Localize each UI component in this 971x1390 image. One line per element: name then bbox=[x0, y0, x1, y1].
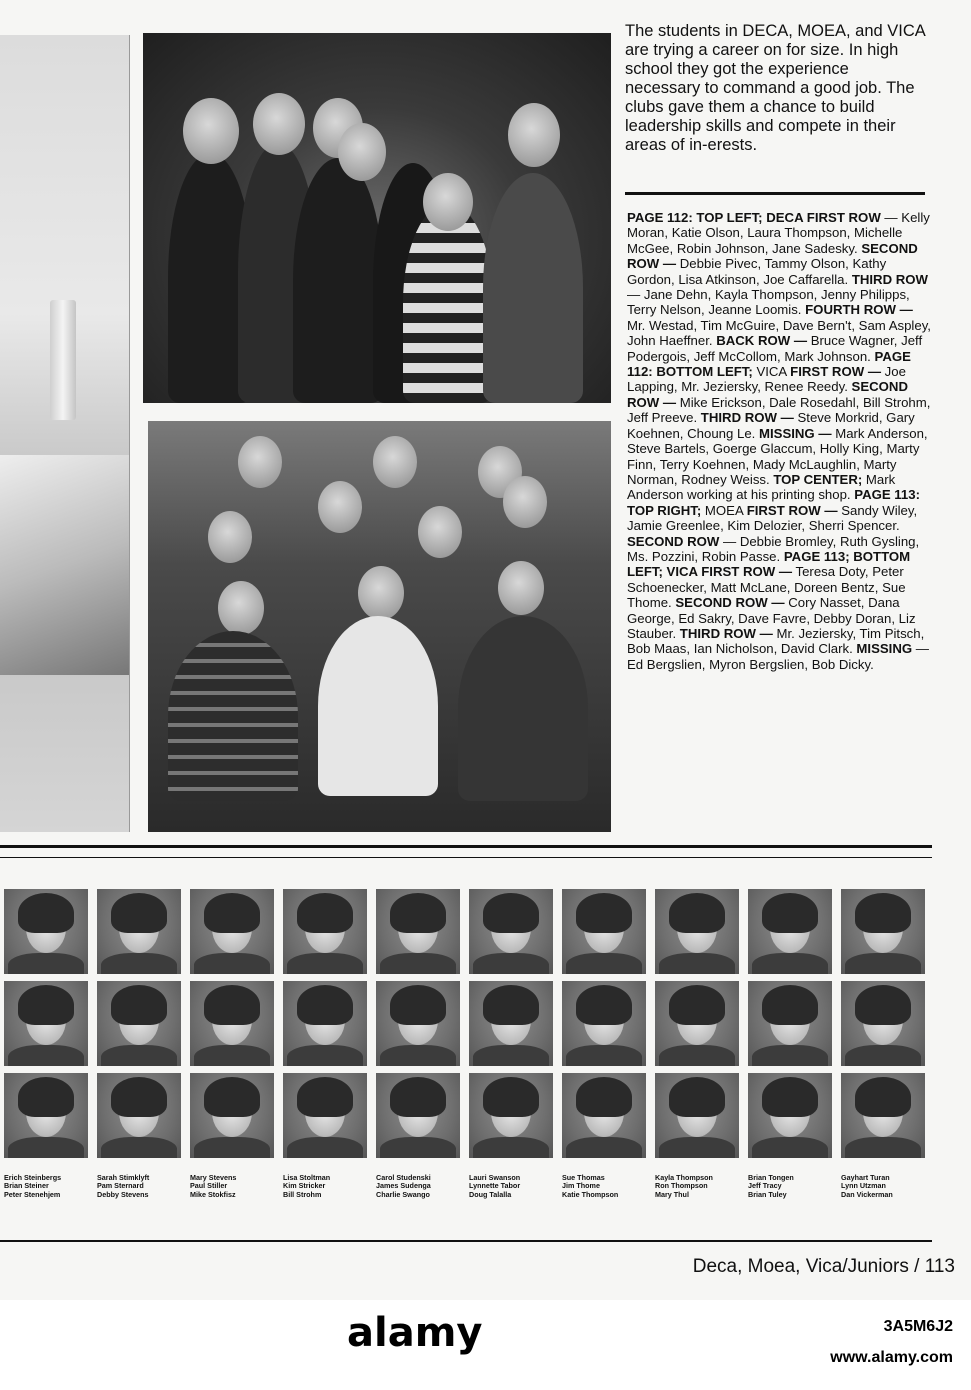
credits-heading: SECOND ROW — bbox=[627, 240, 918, 272]
photo-figure bbox=[403, 203, 493, 403]
student-name: Sue Thomas bbox=[562, 1173, 605, 1182]
name-column bbox=[283, 1174, 367, 1199]
student-name: Lauri Swanson bbox=[469, 1173, 521, 1182]
portrait-row bbox=[4, 1073, 934, 1158]
student-name: Carol Studenski bbox=[376, 1173, 431, 1182]
photo-figure bbox=[508, 103, 560, 167]
student-portrait bbox=[190, 1073, 274, 1158]
student-name: Debby Stevens bbox=[97, 1189, 149, 1199]
credits-text: — Kelly Moran, Katie Olson, Laura Thompson, Michelle McGee, Robin Johnson, Jane Sadesky. bbox=[627, 210, 930, 256]
credits-heading: MISSING bbox=[856, 641, 913, 657]
student-portrait bbox=[655, 981, 739, 1066]
credits-text: MOEA bbox=[701, 502, 747, 518]
portrait-shirt bbox=[101, 953, 177, 974]
portrait-hair bbox=[669, 985, 725, 1025]
credits-heading: BACK ROW — bbox=[716, 333, 808, 349]
portrait-shirt bbox=[194, 1137, 270, 1158]
student-portrait bbox=[376, 1073, 460, 1158]
credits-text: Sandy Wiley, Jamie Greenlee, Kim Delozier, Sherri Spencer. bbox=[627, 502, 918, 534]
portrait-shirt bbox=[566, 1137, 642, 1158]
student-portrait bbox=[4, 1073, 88, 1158]
student-name: Gayhart Turan bbox=[841, 1173, 890, 1182]
student-name: Brian Steiner bbox=[4, 1181, 49, 1191]
portrait-hair bbox=[18, 985, 74, 1025]
divider-rule bbox=[0, 857, 932, 858]
student-portrait bbox=[469, 1073, 553, 1158]
credits-heading: THIRD ROW — bbox=[679, 625, 773, 641]
name-column bbox=[655, 1174, 739, 1199]
photo-figure bbox=[208, 511, 252, 563]
portrait-shirt bbox=[101, 1045, 177, 1066]
portrait-shirt bbox=[845, 953, 921, 974]
portrait-hair bbox=[204, 985, 260, 1025]
portrait-shirt bbox=[194, 1045, 270, 1066]
name-column bbox=[4, 1174, 88, 1199]
credits-heading: PAGE 112: TOP LEFT; DECA FIRST ROW bbox=[627, 210, 881, 225]
portrait-hair bbox=[297, 893, 353, 933]
portrait-shirt bbox=[194, 953, 270, 974]
photo-detail bbox=[50, 300, 76, 420]
student-portrait bbox=[97, 889, 181, 974]
portrait-shirt bbox=[287, 953, 363, 974]
credits-heading: FOURTH ROW — bbox=[805, 302, 913, 318]
student-portrait bbox=[841, 1073, 925, 1158]
watermark-logo: alamy bbox=[347, 1310, 483, 1356]
student-name: Mary Thul bbox=[655, 1189, 689, 1199]
portrait-hair bbox=[111, 893, 167, 933]
student-portrait bbox=[469, 889, 553, 974]
divider-rule bbox=[625, 192, 925, 195]
name-column bbox=[190, 1174, 274, 1199]
credits-text: Mr. Jeziersky, Tim Pitsch, Bob Maas, Ian Nicholson, David Clark. bbox=[627, 625, 925, 657]
portrait-hair bbox=[762, 1077, 818, 1117]
portrait-hair bbox=[855, 985, 911, 1025]
name-column bbox=[562, 1174, 646, 1199]
student-name: Dan Vickerman bbox=[841, 1189, 893, 1199]
photo-figure bbox=[458, 616, 588, 801]
student-portrait bbox=[562, 1073, 646, 1158]
student-name: Erich Steinbergs bbox=[4, 1173, 62, 1182]
photo-figure bbox=[418, 506, 462, 558]
student-name: Mary Stevens bbox=[190, 1173, 237, 1182]
student-name: Jeff Tracy bbox=[748, 1181, 782, 1191]
student-name: James Sudenga bbox=[376, 1181, 431, 1191]
portrait-hair bbox=[390, 893, 446, 933]
photo-credits bbox=[627, 210, 933, 672]
watermark-url: www.alamy.com bbox=[830, 1349, 953, 1366]
divider-rule bbox=[0, 1240, 932, 1242]
portrait-shirt bbox=[101, 1137, 177, 1158]
name-column bbox=[376, 1174, 460, 1199]
student-name: Lisa Stoltman bbox=[283, 1173, 331, 1182]
photo-figure bbox=[483, 173, 583, 403]
student-portrait bbox=[562, 981, 646, 1066]
portrait-shirt bbox=[473, 953, 549, 974]
vica-group-photo bbox=[148, 421, 611, 832]
student-portrait bbox=[748, 1073, 832, 1158]
credits-heading: FIRST ROW — bbox=[746, 502, 838, 518]
credits-text: Steve Morkrid, Gary Koehnen, Choung Le. bbox=[627, 410, 915, 441]
portrait-hair bbox=[483, 893, 539, 933]
credits-heading: FIRST ROW — bbox=[790, 364, 882, 380]
portrait-hair bbox=[576, 893, 632, 933]
portrait-hair bbox=[390, 985, 446, 1025]
student-portrait bbox=[97, 1073, 181, 1158]
student-name: Charlie Swango bbox=[376, 1189, 430, 1199]
student-name: Doug Talalla bbox=[469, 1189, 512, 1199]
portrait-row bbox=[4, 981, 934, 1066]
credits-heading: SECOND ROW bbox=[627, 533, 720, 549]
student-portrait bbox=[376, 981, 460, 1066]
credits-heading: THIRD ROW — bbox=[700, 410, 794, 426]
portrait-hair bbox=[297, 1077, 353, 1117]
student-portrait bbox=[97, 981, 181, 1066]
student-name: Bill Strohm bbox=[283, 1189, 322, 1199]
portrait-hair bbox=[855, 893, 911, 933]
portrait-shirt bbox=[287, 1137, 363, 1158]
photo-figure bbox=[373, 436, 417, 488]
portrait-hair bbox=[762, 893, 818, 933]
portrait-hair bbox=[855, 1077, 911, 1117]
portrait-hair bbox=[204, 1077, 260, 1117]
credits-text: — Debbie Bromley, Ruth Gysling, Ms. Pozzini, Robin Passe. bbox=[627, 533, 920, 564]
portrait-names bbox=[4, 1174, 934, 1199]
student-name: Lynn Utzman bbox=[841, 1181, 886, 1191]
student-portrait bbox=[841, 889, 925, 974]
student-portrait bbox=[469, 981, 553, 1066]
student-portrait bbox=[748, 889, 832, 974]
student-name: Lynnette Tabor bbox=[469, 1181, 521, 1191]
photo-figure bbox=[293, 158, 383, 403]
portrait-shirt bbox=[845, 1137, 921, 1158]
previous-page-photo-edge bbox=[0, 35, 130, 832]
name-column bbox=[469, 1174, 553, 1199]
portrait-shirt bbox=[380, 1137, 456, 1158]
photo-figure bbox=[238, 436, 282, 488]
portrait-shirt bbox=[752, 953, 828, 974]
portrait-shirt bbox=[380, 1045, 456, 1066]
student-name: Peter Stenehjem bbox=[4, 1189, 61, 1199]
student-portrait bbox=[655, 1073, 739, 1158]
student-name: Sarah Stimklyft bbox=[97, 1173, 150, 1182]
student-name: Katie Thompson bbox=[562, 1189, 619, 1199]
student-name: Brian Tuley bbox=[748, 1189, 787, 1199]
portrait-hair bbox=[669, 1077, 725, 1117]
portrait-hair bbox=[483, 1077, 539, 1117]
photo-detail bbox=[0, 455, 129, 675]
photo-figure bbox=[338, 123, 386, 181]
portrait-shirt bbox=[8, 1045, 84, 1066]
portrait-shirt bbox=[566, 1045, 642, 1066]
portrait-shirt bbox=[473, 1137, 549, 1158]
student-portrait bbox=[4, 889, 88, 974]
credits-text: Mr. Westad, Tim McGuire, Dave Bern't, Sam Aspley, John Haeffner. bbox=[627, 317, 931, 349]
photo-figure bbox=[318, 616, 438, 796]
photo-figure bbox=[183, 98, 239, 164]
student-portrait bbox=[4, 981, 88, 1066]
photo-figure bbox=[218, 581, 264, 635]
portrait-hair bbox=[669, 893, 725, 933]
portrait-hair bbox=[390, 1077, 446, 1117]
credits-text: Mark Anderson working at his printing shop. bbox=[627, 471, 896, 503]
student-name: Kayla Thompson bbox=[655, 1173, 713, 1182]
student-portrait bbox=[283, 981, 367, 1066]
credits-heading: TOP CENTER; bbox=[773, 471, 863, 487]
photo-figure bbox=[318, 481, 362, 533]
student-name: Brian Tongen bbox=[748, 1173, 794, 1182]
portrait-hair bbox=[483, 985, 539, 1025]
credits-heading: MISSING — bbox=[759, 425, 832, 441]
credits-heading: PAGE 113; BOTTOM LEFT; VICA FIRST ROW — bbox=[627, 548, 911, 580]
student-name: Paul Stiller bbox=[190, 1181, 228, 1191]
photo-figure bbox=[358, 566, 404, 620]
page-caption: The students in DECA, MOEA, and VICA are trying a career on for size. In high school they got the experience necessary to command a good job. The clubs gave them a chance to build leadership skills and compete in their areas of in-erests. bbox=[625, 22, 925, 154]
portrait-shirt bbox=[659, 953, 735, 974]
divider-rule bbox=[0, 845, 932, 848]
student-portrait bbox=[562, 889, 646, 974]
name-column bbox=[841, 1174, 925, 1199]
student-name: Jim Thome bbox=[562, 1181, 600, 1191]
student-name: Kim Stricker bbox=[283, 1181, 326, 1191]
credits-text: Debbie Pivec, Tammy Olson, Kathy Gordon, Lisa Atkinson, Joe Caffarella. bbox=[627, 256, 887, 287]
portrait-shirt bbox=[845, 1045, 921, 1066]
credits-heading: THIRD ROW bbox=[851, 271, 928, 287]
photo-figure bbox=[503, 476, 547, 528]
junior-portraits bbox=[4, 889, 934, 1165]
portrait-shirt bbox=[659, 1137, 735, 1158]
student-name: Ron Thompson bbox=[655, 1181, 708, 1191]
student-portrait bbox=[283, 889, 367, 974]
portrait-hair bbox=[576, 985, 632, 1025]
credits-heading: PAGE 113: TOP RIGHT; bbox=[627, 487, 920, 518]
portrait-hair bbox=[576, 1077, 632, 1117]
deca-group-photo bbox=[143, 33, 611, 403]
photo-figure bbox=[423, 173, 473, 231]
portrait-shirt bbox=[752, 1137, 828, 1158]
portrait-shirt bbox=[8, 1137, 84, 1158]
portrait-hair bbox=[18, 893, 74, 933]
portrait-hair bbox=[204, 893, 260, 933]
photo-figure bbox=[168, 631, 298, 801]
credits-text: Mark Anderson, Steve Bartels, Goerge Glaccum, Holly King, Marty Finn, Terry Koehnen, Mady McLaughlin, Marty Norman, Rodney Weiss. bbox=[627, 425, 928, 487]
credits-heading: PAGE 112: BOTTOM LEFT; bbox=[627, 348, 911, 380]
student-name: Mike Stokfisz bbox=[190, 1189, 236, 1199]
credits-text: Mike Erickson, Dale Rosedahl, Bill Strohm, Jeff Preeve. bbox=[627, 394, 931, 426]
student-portrait bbox=[841, 981, 925, 1066]
credits-text: Cory Nasset, Dana George, Ed Sakry, Dave Favre, Debby Doran, Liz Stauber. bbox=[627, 595, 916, 641]
student-portrait bbox=[655, 889, 739, 974]
credits-text: Joe Lapping, Mr. Jeziersky, Renee Reedy. bbox=[627, 364, 906, 395]
portrait-row bbox=[4, 889, 934, 974]
portrait-shirt bbox=[8, 953, 84, 974]
portrait-hair bbox=[297, 985, 353, 1025]
portrait-shirt bbox=[752, 1045, 828, 1066]
credits-heading: SECOND ROW — bbox=[675, 595, 785, 611]
portrait-hair bbox=[111, 985, 167, 1025]
name-column bbox=[97, 1174, 181, 1199]
student-portrait bbox=[190, 981, 274, 1066]
name-column bbox=[748, 1174, 832, 1199]
portrait-shirt bbox=[380, 953, 456, 974]
student-portrait bbox=[748, 981, 832, 1066]
photo-figure bbox=[498, 561, 544, 615]
portrait-hair bbox=[111, 1077, 167, 1117]
portrait-shirt bbox=[659, 1045, 735, 1066]
portrait-shirt bbox=[287, 1045, 363, 1066]
credits-text: — Ed Bergslien, Myron Bergslien, Bob Dicky. bbox=[627, 641, 929, 672]
credits-text: VICA bbox=[752, 364, 791, 380]
credits-text: Teresa Doty, Peter Schoenecker, Matt McLane, Doreen Bentz, Sue Thome. bbox=[627, 564, 906, 611]
student-name: Pam Sternard bbox=[97, 1181, 144, 1191]
portrait-hair bbox=[762, 985, 818, 1025]
page-footer: Deca, Moea, Vica/Juniors / 113 bbox=[692, 1256, 955, 1277]
portrait-shirt bbox=[566, 953, 642, 974]
student-portrait bbox=[376, 889, 460, 974]
portrait-shirt bbox=[473, 1045, 549, 1066]
student-portrait bbox=[190, 889, 274, 974]
credits-text: Bruce Wagner, Jeff Podergois, Jeff McCollom, Mark Johnson. bbox=[627, 333, 923, 364]
credits-text: — Jane Dehn, Kayla Thompson, Jenny Philipps, Terry Nelson, Jeanne Loomis. bbox=[627, 287, 910, 318]
credits-heading: SECOND ROW — bbox=[627, 379, 908, 410]
watermark-bar bbox=[0, 1300, 971, 1390]
portrait-hair bbox=[18, 1077, 74, 1117]
student-portrait bbox=[283, 1073, 367, 1158]
watermark-image-id: 3A5M6J2 bbox=[883, 1318, 953, 1335]
photo-figure bbox=[253, 93, 305, 155]
